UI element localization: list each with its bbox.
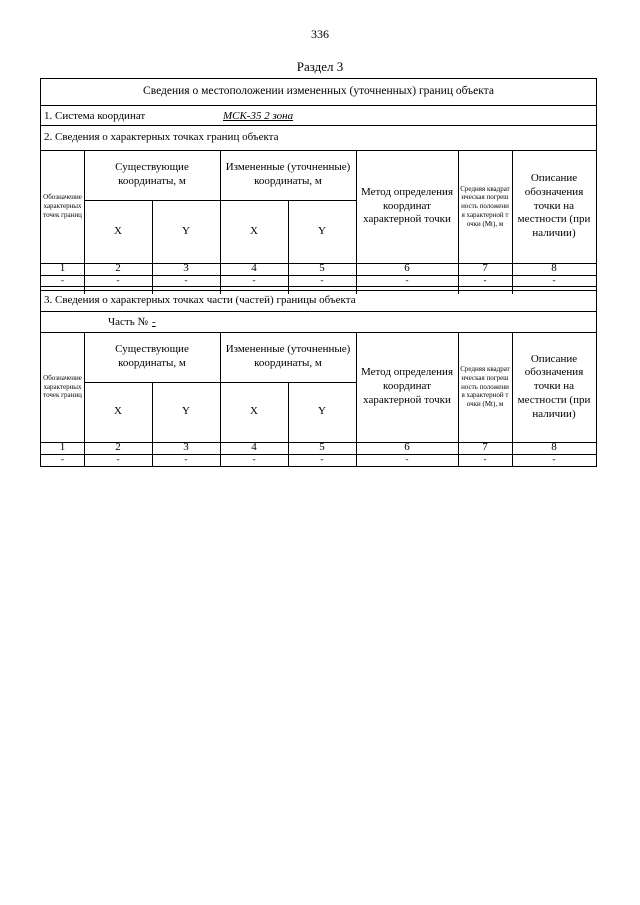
column-number: 7 — [482, 262, 488, 275]
column-number: 3 — [183, 441, 189, 454]
table-cell: - — [116, 275, 120, 286]
header-changed-y: Y — [318, 405, 326, 418]
header-method: Метод определения координат характерной точки — [360, 366, 454, 406]
table-cell: - — [552, 275, 556, 286]
page-number: 336 — [311, 27, 329, 41]
column-number: 6 — [404, 262, 410, 275]
block1-heading: 2. Сведения о характерных точках границ объекта — [44, 131, 279, 143]
column-number: 3 — [183, 262, 189, 275]
header-method: Метод определения координат характерной точки — [360, 185, 454, 226]
table-cell: - — [483, 275, 487, 286]
table-cell: - — [61, 454, 64, 465]
header-error: Средняя квадратическая погрешность положения характерной точки (Mt), м — [460, 184, 510, 228]
header-existing-x: X — [114, 224, 122, 237]
block2-heading: 3. Сведения о характерных точках части (частей) границы объекта — [44, 294, 356, 306]
column-number: 5 — [319, 441, 325, 454]
column-number: 1 — [59, 441, 66, 454]
table-cell: - — [61, 275, 64, 286]
header-changed-coords: Измененные (уточненные) координаты, м — [225, 343, 351, 369]
header-existing-y: Y — [182, 405, 190, 418]
header-description: Описание обозначения точки на местности (при наличии) — [517, 172, 591, 240]
header-existing-coords: Существующие координаты, м — [115, 343, 189, 369]
column-number: 1 — [59, 262, 66, 275]
table-cell: - — [116, 454, 120, 465]
header-changed-x: X — [250, 405, 258, 418]
column-number: 6 — [404, 441, 410, 454]
column-number: 4 — [251, 441, 257, 454]
coord-system-label: 1. Система координат — [44, 110, 146, 122]
table-cell: - — [483, 454, 487, 465]
section-heading: Раздел 3 — [296, 59, 344, 74]
table-cell: - — [252, 275, 256, 286]
header-changed-coords: Измененные (уточненные) координаты, м — [225, 161, 351, 187]
table-cell: - — [320, 275, 324, 286]
column-number: 2 — [115, 262, 121, 275]
part-value: - — [152, 316, 156, 328]
column-number: 4 — [251, 262, 257, 275]
header-existing-y: Y — [182, 224, 190, 237]
header-changed-y: Y — [318, 224, 326, 237]
table-cell: - — [252, 454, 256, 465]
table-title: Сведения о местоположении измененных (уточненных) границ объекта — [143, 85, 494, 98]
table-cell: - — [184, 454, 188, 465]
boundary-table — [40, 78, 597, 467]
block1-table — [41, 150, 596, 294]
header-existing-x: X — [114, 405, 122, 418]
part-label: Часть № — [108, 316, 148, 328]
table-cell: - — [405, 454, 409, 465]
header-description: Описание обозначения точки на местности (при наличии) — [517, 352, 591, 420]
header-changed-x: X — [250, 224, 258, 237]
table-cell: - — [320, 454, 324, 465]
table-cell: - — [405, 275, 409, 286]
column-number: 8 — [551, 441, 557, 454]
table-cell: - — [552, 454, 556, 465]
header-error: Средняя квадратическая погрешность положения характерной точки (Mt), м — [460, 365, 510, 409]
column-number: 8 — [551, 262, 557, 275]
column-number: 7 — [482, 441, 488, 454]
column-number: 2 — [115, 441, 121, 454]
block2-table — [41, 332, 596, 466]
coord-system-value: МСК-35 2 зона — [223, 110, 294, 122]
table-cell: - — [184, 275, 188, 286]
column-number: 5 — [319, 262, 325, 275]
header-designation: Обозначение характерных точек границ — [43, 193, 82, 219]
header-designation: Обозначение характерных точек границ — [43, 373, 82, 400]
header-existing-coords: Существующие координаты, м — [115, 161, 189, 187]
